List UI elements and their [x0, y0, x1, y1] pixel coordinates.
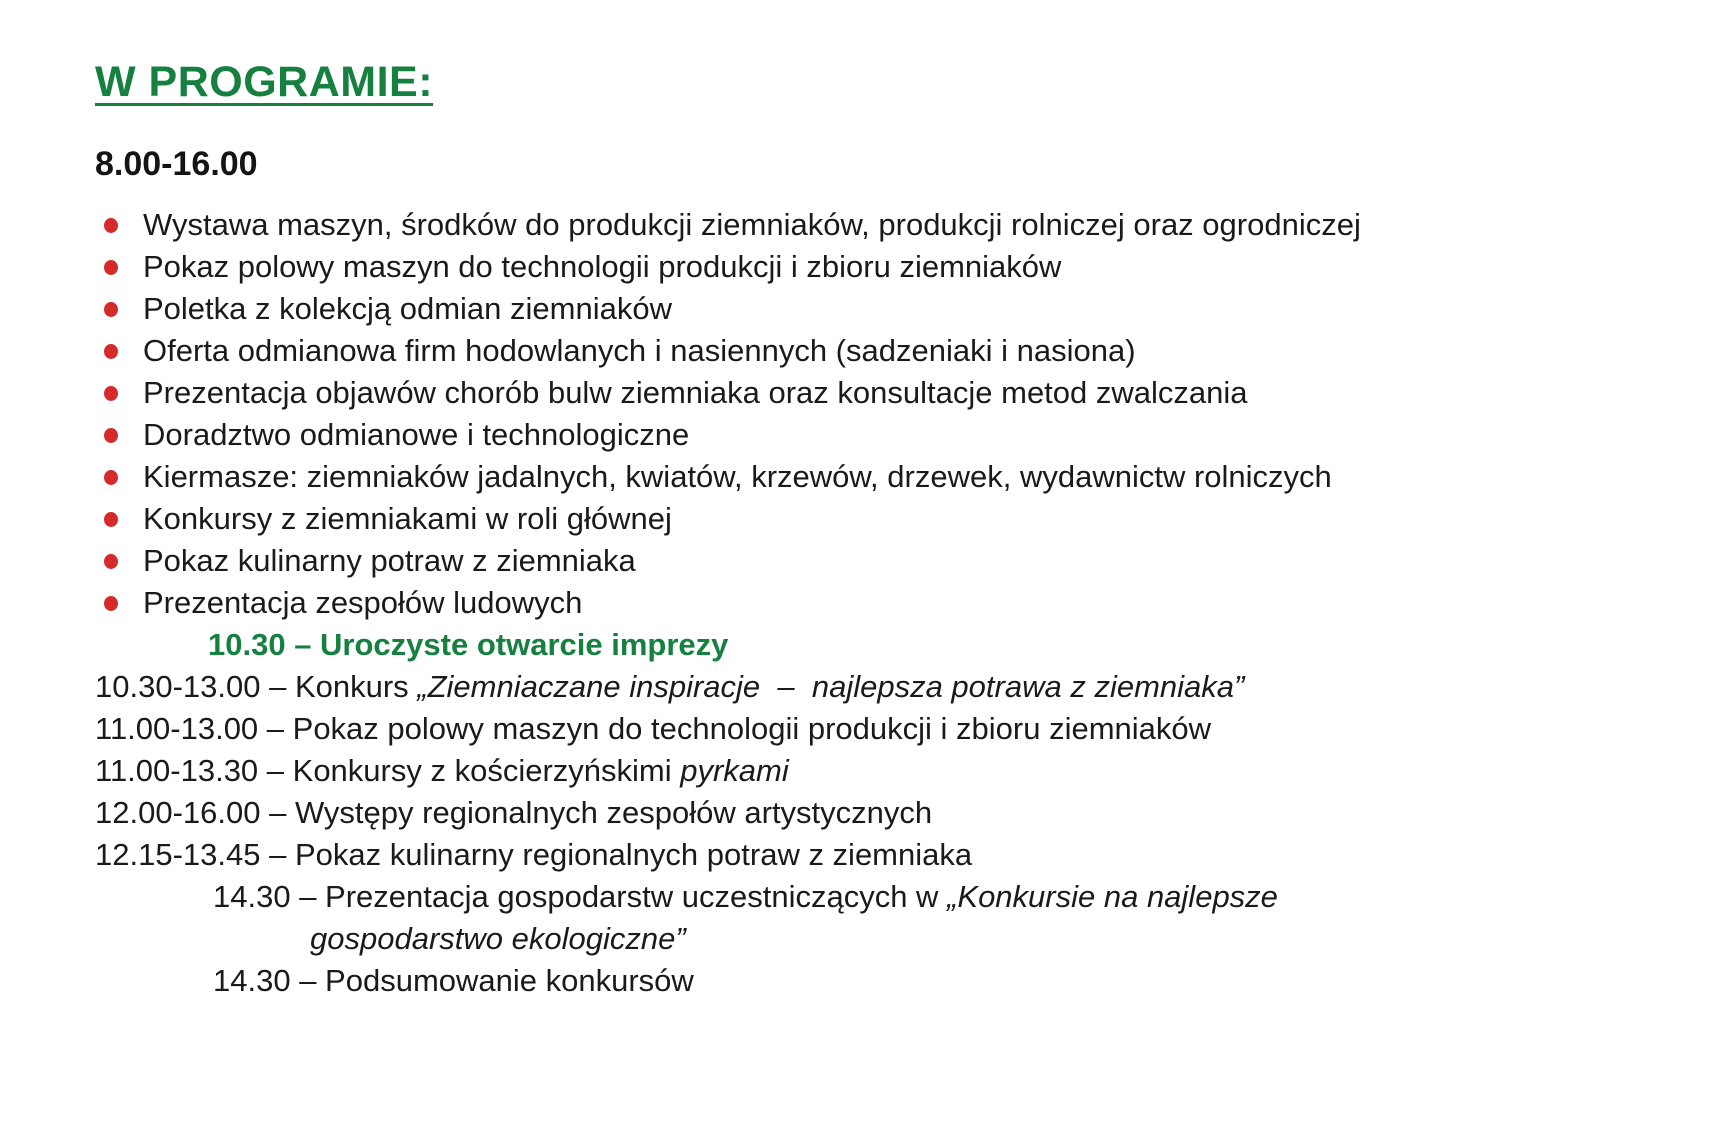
- bullet-icon: [104, 302, 118, 317]
- list-item: [95, 372, 1685, 414]
- program-bullet-list: [95, 204, 1685, 624]
- schedule-text: 11.00-13.30 – Konkursy z kościerzyńskimi: [95, 753, 681, 788]
- schedule-line: [95, 792, 1685, 834]
- bullet-icon: [104, 344, 118, 359]
- schedule-line: [95, 876, 1685, 918]
- schedule-text: 14.30 – Podsumowanie konkursów: [213, 963, 694, 998]
- schedule-text-italic: gospodarstwo ekologiczne”: [310, 921, 686, 956]
- schedule-text-italic: „Ziemniaczane inspiracje – najlepsza potrawa z ziemniaka”: [417, 669, 1245, 704]
- list-item-text: Prezentacja objawów chorób bulw ziemniaka oraz konsultacje metod zwalczania: [143, 375, 1248, 410]
- bullet-icon: [104, 470, 118, 485]
- hours-range: 8.00-16.00: [95, 145, 258, 183]
- schedule-text: 14.30 – Prezentacja gospodarstw uczestniczących w: [213, 879, 948, 914]
- bullet-icon: [104, 260, 118, 275]
- list-item: [95, 204, 1685, 246]
- schedule-line: [95, 708, 1685, 750]
- list-item: [95, 540, 1685, 582]
- list-item-text: Oferta odmianowa firm hodowlanych i nasiennych (sadzeniaki i nasiona): [143, 333, 1136, 368]
- schedule-text: 12.00-16.00 – Występy regionalnych zespołów artystycznych: [95, 795, 933, 830]
- list-item-text: Wystawa maszyn, środków do produkcji ziemniaków, produkcji rolniczej oraz ogrodniczej: [143, 207, 1361, 242]
- schedule-text: 12.15-13.45 – Pokaz kulinarny regionalnych potraw z ziemniaka: [95, 837, 973, 872]
- schedule-text: 11.00-13.00 – Pokaz polowy maszyn do technologii produkcji i zbioru ziemniaków: [95, 711, 1212, 746]
- page-title: W PROGRAMIE:: [95, 58, 434, 106]
- list-item: [95, 246, 1685, 288]
- list-item-text: Kiermasze: ziemniaków jadalnych, kwiatów, krzewów, drzewek, wydawnictw rolniczych: [143, 459, 1332, 494]
- bullet-icon: [104, 512, 118, 527]
- list-item: [95, 330, 1685, 372]
- list-item: [95, 414, 1685, 456]
- list-item: [95, 498, 1685, 540]
- schedule-line: [95, 960, 1685, 1002]
- list-item: [95, 456, 1685, 498]
- opening-ceremony-line: 10.30 – Uroczyste otwarcie imprezy: [208, 627, 729, 662]
- list-item-text: Prezentacja zespołów ludowych: [143, 585, 583, 620]
- schedule-text-italic: pyrkami: [680, 753, 789, 788]
- schedule-line: [95, 750, 1685, 792]
- list-item-text: Pokaz polowy maszyn do technologii produkcji i zbioru ziemniaków: [143, 249, 1062, 284]
- bullet-icon: [104, 554, 118, 569]
- list-item-text: Konkursy z ziemniakami w roli głównej: [143, 501, 672, 536]
- schedule-text-italic: „Konkursie na najlepsze: [947, 879, 1278, 914]
- schedule-line: [95, 834, 1685, 876]
- list-item-text: Pokaz kulinarny potraw z ziemniaka: [143, 543, 636, 578]
- schedule-line-continuation: [95, 918, 1685, 960]
- bullet-icon: [104, 386, 118, 401]
- bullet-icon: [104, 596, 118, 611]
- bullet-icon: [104, 428, 118, 443]
- list-item-text: Poletka z kolekcją odmian ziemniaków: [143, 291, 672, 326]
- list-item: [95, 582, 1685, 624]
- bullet-icon: [104, 218, 118, 233]
- schedule-text: 10.30-13.00 – Konkurs: [95, 669, 418, 704]
- schedule-line: [95, 666, 1685, 708]
- list-item: [95, 288, 1685, 330]
- list-item-text: Doradztwo odmianowe i technologiczne: [143, 417, 690, 452]
